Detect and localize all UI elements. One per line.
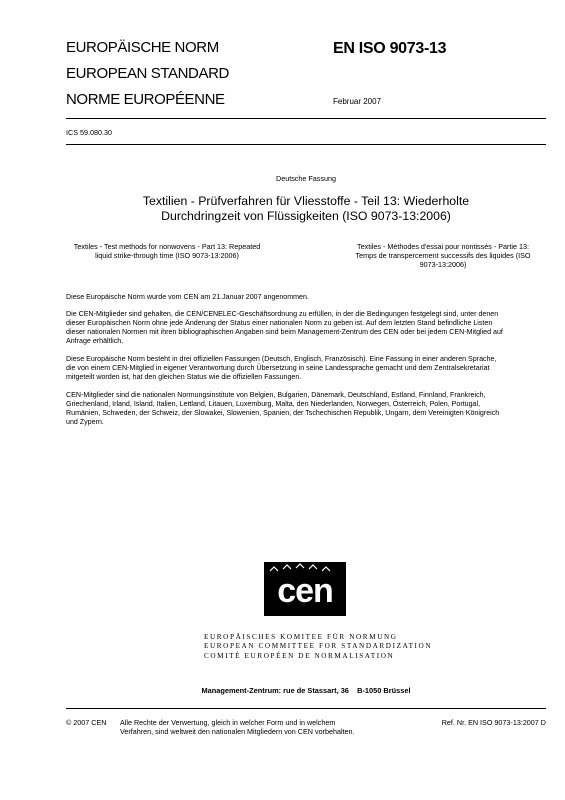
rights-line-1: Alle Rechte der Verwertung, gleich in welcher Form und in welchem [120, 718, 336, 727]
english-title [60, 242, 274, 260]
paragraph-line: und Zypern. [66, 418, 104, 427]
paragraph-line: dieser nationalen Normen mit ihren bibliographischen Angaben sind beim Management-Zentrum des CEN oder bei jedem CEN-Mitglied auf [66, 328, 503, 337]
ics-divider [66, 144, 546, 145]
paragraph-line: mitgeteilt worden ist, hat den gleichen Status wie die offiziellen Fassungen. [66, 373, 302, 382]
ics-code: ICS 59.080.30 [66, 128, 112, 137]
publication-date: Februar 2007 [333, 97, 382, 106]
cen-logo [264, 562, 346, 616]
title-de: EUROPÄISCHE NORM [66, 39, 219, 56]
paragraph-line: die von einem CEN-Mitglied in eigener Verantwortung durch Übersetzung in seine Landessprache gemacht und dem Zentralsekretariat [66, 364, 490, 373]
versions-paragraph [66, 355, 546, 382]
reference-number: Ref. Nr. EN ISO 9073-13:2007 D [441, 718, 546, 727]
copyright: © 2007 CEN [66, 718, 107, 727]
committee-names [204, 633, 432, 661]
regulations-paragraph [66, 310, 546, 346]
committee-name-en: EUROPEAN COMMITTEE FOR STANDARDIZATION [204, 642, 433, 651]
management-center-address: Management-Zentrum: rue de Stassart, 36 B-1050 Brüssel [201, 686, 411, 695]
footer-divider [66, 708, 546, 709]
rights-line-2: Verfahren, sind weltweit den nationalen Mitgliedern von CEN vorbehalten. [120, 727, 355, 737]
committee-name-de: EUROPÄISCHES KOMITEE FÜR NORMUNG [204, 633, 398, 641]
english-title-line-2: liquid strike-through time (ISO 9073-13:2006) [95, 251, 239, 261]
french-title-line-2: Temps de transpercement successifs des liquides (ISO [355, 251, 531, 261]
committee-name-fr: COMITÉ EUROPÉEN DE NORMALISATION [204, 651, 395, 660]
adoption-paragraph: Diese Europäische Norm wurde vom CEN am 21.Januar 2007 angenommen. [66, 293, 309, 301]
title-en: EUROPEAN STANDARD [66, 65, 229, 82]
french-title [336, 242, 550, 270]
paragraph-line: Griechenland, Irland, Island, Italien, Lettland, Litauen, Luxemburg, Malta, den Niederlanden, Norwegen, Österreich, Polen, Portugal, [66, 400, 481, 409]
title-fr: NORME EUROPÉENNE [66, 91, 225, 108]
main-title-line-1: Textilien - Prüfverfahren für Vliesstoffe - Teil 13: Wiederholte [142, 194, 470, 208]
cen-logo-text: cen [277, 572, 333, 610]
paragraph-line: Die CEN-Mitglieder sind gehalten, die CEN/CENELEC-Geschäftsordnung zu erfüllen, in der die Bedingungen festgelegt sind, unter denen [66, 310, 499, 318]
paragraph-line: CEN-Mitglieder sind die nationalen Normungsinstitute von Belgien, Bulgarien, Dänemark, Deutschland, Estland, Finnland, Frankreich, [66, 391, 486, 399]
version-label: Deutsche Fassung [276, 174, 336, 183]
paragraph-line: Anfrage erhältlich. [66, 337, 124, 346]
rights-notice [120, 718, 355, 736]
main-title-line-2: Durchdringzeit von Flüssigkeiten (ISO 9073-13:2006) [161, 208, 451, 223]
french-title-line-1: Textiles - Méthodes d'essai pour nontissés - Partie 13: [357, 242, 529, 251]
paragraph-line: Rumänien, Schweden, der Schweiz, der Slowakei, Slowenien, Spanien, der Tschechischen Republik, Ungarn, dem Vereinigten Königreich [66, 409, 500, 418]
french-title-line-3: 9073-13:2006) [419, 260, 467, 270]
english-title-line-1: Textiles - Test methods for nonwovens - Part 13: Repeated [73, 242, 261, 251]
standard-number: EN ISO 9073-13 [333, 40, 447, 57]
paragraph-line: dieser Europäischen Norm ohne jede Änderung der Status einer nationalen Norm zu geben ist. Auf dem letzten Stand befindliche Listen [66, 319, 493, 328]
header-divider [66, 118, 546, 119]
paragraph-line: Diese Europäische Norm besteht in drei offiziellen Fassungen (Deutsch, Englisch, Französisch). Eine Fassung in einer anderen Sprache, [66, 355, 497, 363]
main-title [66, 194, 546, 223]
members-paragraph [66, 391, 546, 427]
